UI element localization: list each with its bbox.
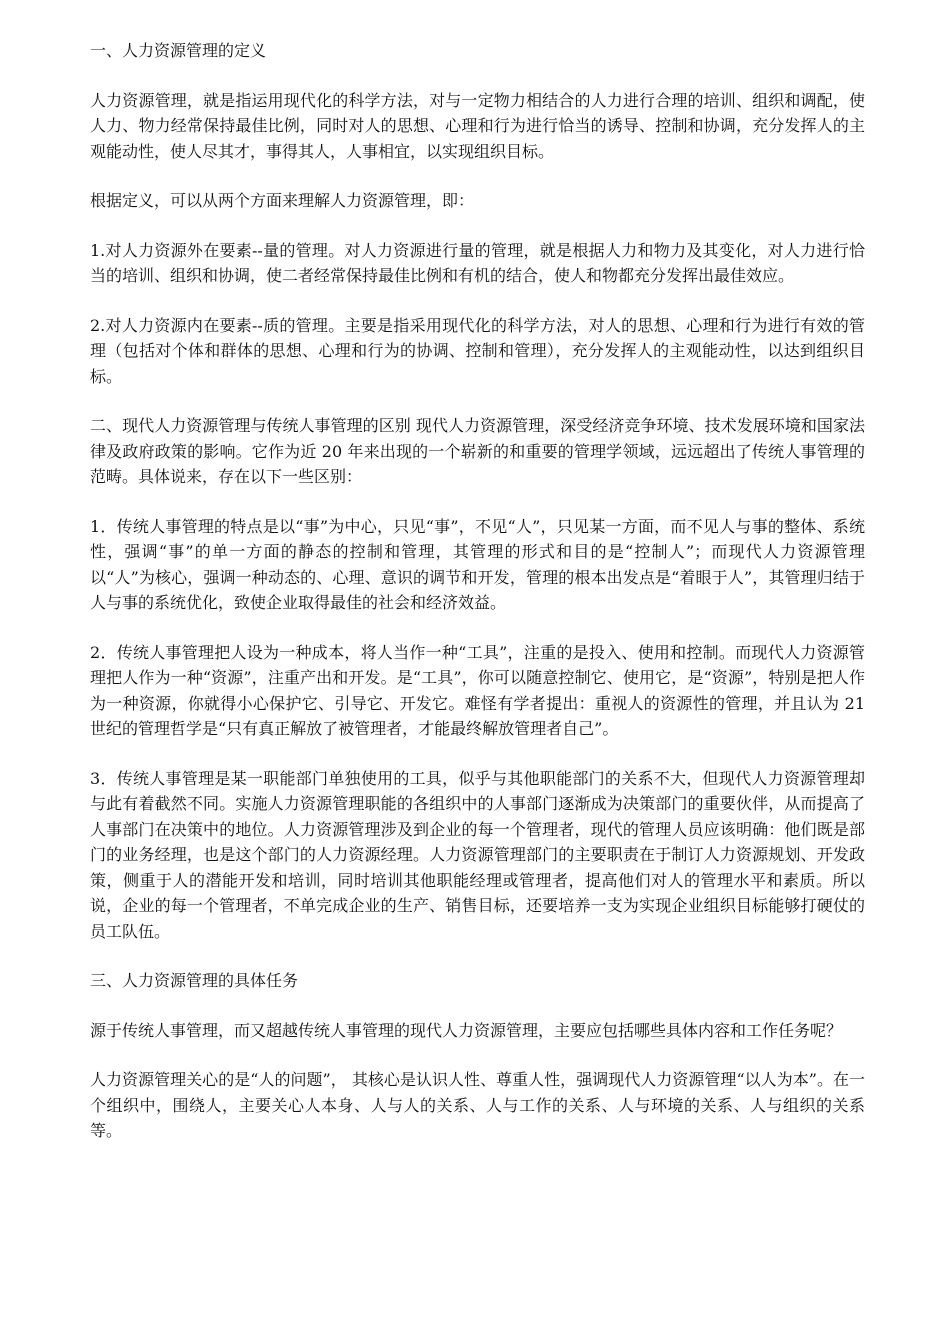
point-2-paragraph: 2.对人力资源内在要素--质的管理。主要是指采用现代化的科学方法，对人的思想、心理和行为进行有效的管理（包括对个体和群体的思想、心理和行为的协调、控制和管理），充分发挥人的主观能动性，以达到组织目标。	[90, 315, 865, 386]
section-2-paragraph: 二、现代人力资源管理与传统人事管理的区别 现代人力资源管理，深受经济竞争环境、技术发展环境和国家法律及政府政策的影响。它作为近 20 年来出现的一个崭新的和重要的管理学领域，远远超出了传统人事管理的范畴。具体说来，存在以下一些区别：	[90, 416, 865, 486]
task-question-paragraph: 源于传统人事管理，而又超越传统人事管理的现代人力资源管理，主要应包括哪些具体内容和工作任务呢？	[90, 1020, 843, 1040]
section-3-title: 三、人力资源管理的具体任务	[90, 971, 299, 990]
intro-paragraph: 根据定义，可以从两个方面来理解人力资源管理，即：	[90, 191, 475, 210]
difference-3-paragraph: 3．传统人事管理是某一职能部门单独使用的工具，似乎与其他职能部门的关系不大，但现代人力资源管理却与此有着截然不同。实施人力资源管理职能的各组织中的人事部门逐渐成为决策部门的重要伙伴，从而提高了人事部门在决策中的地位。人力资源管理涉及到企业的每一个管理者，现代的管理人员应该明确：他们既是部门的业务经理，也是这个部门的人力资源经理。人力资源管理部门的主要职责在于制订人力资源规划、开发政策，侧重于人的潜能开发和培训，同时培训其他职能经理或管理者，提高他们对人的管理水平和素质。所以说，企业的每一个管理者，不单完成企业的生产、销售目标，还要培养一支为实现企业组织目标能够打硬仗的员工队伍。	[90, 768, 865, 941]
document-page	[90, 38, 865, 1168]
definition-paragraph: 人力资源管理，就是指运用现代化的科学方法，对与一定物力相结合的人力进行合理的培训、组织和调配，使人力、物力经常保持最佳比例，同时对人的思想、心理和行为进行恰当的诱导、控制和协调，充分发挥人的主观能动性，使人尽其才，事得其人，人事相宜，以实现组织目标。	[90, 90, 865, 161]
section-1-title: 一、人力资源管理的定义	[90, 41, 267, 60]
point-1-paragraph: 1.对人力资源外在要素--量的管理。对人力资源进行量的管理，就是根据人力和物力及其变化，对人力进行恰当的培训、组织和协调，使二者经常保持最佳比例和有机的结合，使人和物都充分发挥出最佳效应。	[90, 240, 865, 285]
difference-2-paragraph: 2．传统人事管理把人设为一种成本，将人当作一种“工具”，注重的是投入、使用和控制。而现代人力资源管理把人作为一种“资源”，注重产出和开发。是“工具”，你可以随意控制它、使用它，是“资源”，特别是把人作为一种资源，你就得小心保护它、引导它、开发它。难怪有学者提出：重视人的资源性的管理，并且认为 21 世纪的管理哲学是“只有真正解放了被管理者，才能最终解放管理者自己”。	[90, 642, 865, 738]
task-answer-paragraph: 人力资源管理关心的是“人的问题”， 其核心是认识人性、尊重人性，强调现代人力资源管理“以人为本”。在一个组织中，围绕人，主要关心人本身、人与人的关系、人与工作的关系、人与环境的关系、人与组织的关系等。	[90, 1070, 865, 1140]
difference-1-paragraph: 1．传统人事管理的特点是以“事”为中心，只见“事”，不见“人”，只见某一方面，而不见人与事的整体、系统性，强调“事”的单一方面的静态的控制和管理，其管理的形式和目的是“控制人”；而现代人力资源管理以“人”为核心，强调一种动态的、心理、意识的调节和开发，管理的根本出发点是“着眼于人”，其管理归结于人与事的系统优化，致使企业取得最佳的社会和经济效益。	[90, 516, 865, 612]
